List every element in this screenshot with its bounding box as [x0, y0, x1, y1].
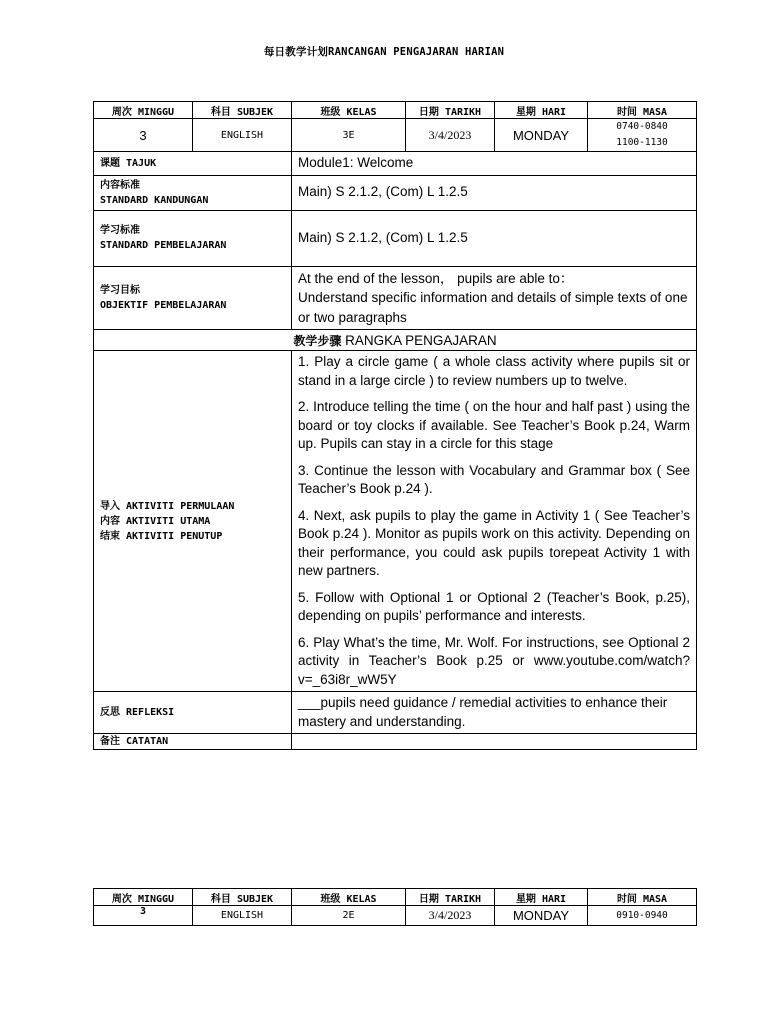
time-slot-1: 0740-0840: [616, 121, 668, 132]
document-title: 每日教学计划RANCANGAN PENGAJARAN HARIAN: [263, 46, 505, 58]
section-banner-row: [94, 330, 697, 351]
section-banner-cn: 教学步骤: [293, 333, 342, 348]
header-date: 日期 TARIKH: [406, 102, 495, 119]
objective-label: [94, 266, 292, 330]
lesson2-header-date: 日期 TARIKH: [406, 889, 495, 906]
lesson2-week-value: 3: [94, 906, 193, 926]
objective-intro: At the end of the lesson， pupils are able to：: [298, 270, 574, 286]
content-standard-value: Main) S 2.1.2, (Com) L 1.2.5: [292, 175, 697, 210]
header-class: 班级 KELAS: [292, 102, 406, 119]
activity-labels: [94, 351, 292, 692]
date-value: 3/4/2023: [406, 119, 495, 152]
section-banner: [94, 330, 697, 351]
header-subject: 科目 SUBJEK: [193, 102, 292, 119]
lesson2-subject-value: ENGLISH: [193, 906, 292, 926]
activity-label-main: 内容 AKTIVITI UTAMA: [100, 515, 211, 527]
reflection-label: 反思 REFLEKSI: [94, 692, 292, 734]
learning-standard-label-ms: STANDARD PEMBELAJARAN: [100, 240, 227, 251]
content-standard-label-cn: 内容标准: [100, 179, 140, 191]
activities-row: [94, 351, 697, 692]
header-row: [94, 102, 697, 119]
time-value: [588, 119, 697, 152]
lesson2-class-value: 2E: [292, 906, 406, 926]
header-time: 时间 MASA: [588, 102, 697, 119]
header-day: 星期 HARI: [495, 102, 588, 119]
lesson2-header-row: [94, 889, 697, 906]
topic-row: [94, 152, 697, 176]
objective-text: Understand specific information and details of simple texts of one or two paragraphs: [298, 290, 688, 325]
activity-label-end: 结束 AKTIVITI PENUTUP: [100, 530, 223, 542]
notes-value: [292, 734, 697, 750]
lesson2-header-time: 时间 MASA: [588, 889, 697, 906]
lesson2-header-subject: 科目 SUBJEK: [193, 889, 292, 906]
lesson2-date-value: 3/4/2023: [406, 906, 495, 926]
header-week: 周次 MINGGU: [94, 102, 193, 119]
lesson-plan-table: [93, 101, 697, 750]
objective-value: [292, 266, 697, 330]
class-value: 3E: [292, 119, 406, 152]
topic-value: Module1: Welcome: [292, 152, 697, 176]
step-3: 3. Continue the lesson with Vocabulary and Grammar box ( See Teacher’s Book p.24 ).: [298, 462, 690, 496]
step-6: 6. Play What’s the time, Mr. Wolf. For instructions, see Optional 2 activity in Teacher’s Book p.25 or www.youtube.com/watch?v=_63i8r_wW5Y: [298, 634, 690, 687]
content-standard-row: [94, 175, 697, 210]
topic-label: 课题 TAJUK: [94, 152, 292, 176]
objective-label-ms: OBJEKTIF PEMBELAJARAN: [100, 299, 227, 311]
steps-cell: [292, 351, 697, 692]
step-5: 5. Follow with Optional 1 or Optional 2 (Teacher’s Book, p.25), depending on pupils’ performance and interests.: [298, 589, 690, 623]
learning-standard-label: [94, 210, 292, 266]
content-standard-label-ms: STANDARD KANDUNGAN: [100, 194, 209, 206]
lesson2-header-class: 班级 KELAS: [292, 889, 406, 906]
time-slot-2: 1100-1130: [616, 137, 668, 148]
lesson2-table: [93, 888, 697, 926]
learning-standard-row: [94, 210, 697, 266]
learning-standard-label-cn: 学习标准: [100, 225, 140, 236]
lesson2-header-week: 周次 MINGGU: [94, 889, 193, 906]
subject-value: ENGLISH: [193, 119, 292, 152]
content-standard-label: [94, 175, 292, 210]
activity-label-start: 导入 AKTIVITI PERMULAAN: [100, 500, 235, 512]
learning-standard-value: Main) S 2.1.2, (Com) L 1.2.5: [292, 210, 697, 266]
notes-row: [94, 734, 697, 750]
reflection-row: [94, 692, 697, 734]
week-value: 3: [94, 119, 193, 152]
step-2: 2. Introduce telling the time ( on the hour and half past ) using the board or toy clocks if available. See Teacher’s Book p.24, Warm up. Pupils can stay in a circle for this stage: [298, 399, 690, 451]
objective-label-cn: 学习目标: [100, 284, 140, 296]
step-1: 1. Play a circle game ( a whole class activity where pupils sit or stand in a large circle ) to review numbers up to twelve.: [298, 354, 690, 388]
lesson2-values-row: [94, 906, 697, 926]
notes-label: 备注 CATATAN: [94, 734, 292, 750]
lesson2-header-day: 星期 HARI: [495, 889, 588, 906]
reflection-value: ___pupils need guidance / remedial activities to enhance their mastery and understanding.: [292, 692, 697, 734]
section-banner-title: RANGKA PENGAJARAN: [345, 332, 497, 348]
lesson2-day-value: MONDAY: [495, 906, 588, 926]
day-value: MONDAY: [495, 119, 588, 152]
step-4: 4. Next, ask pupils to play the game in Activity 1 ( See Teacher’s Book p.24 ). Monitor as pupils work on this activity. Depending on their performance, you could ask pupils torepeat Activity 1 with new partners.: [298, 507, 690, 578]
lesson2-time-value: 0910-0940: [588, 906, 697, 926]
objective-row: [94, 266, 697, 330]
values-row: [94, 119, 697, 152]
